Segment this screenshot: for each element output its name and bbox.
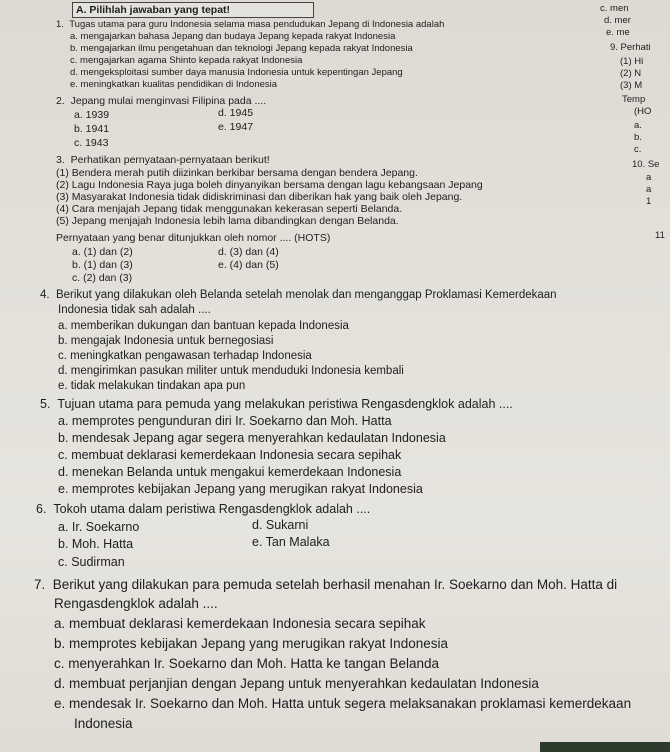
right-col-line-11: b. — [634, 132, 642, 143]
q3-prompt: Pernyataan yang benar ditunjukkan oleh nomor .... (HOTS) — [56, 232, 331, 244]
q3-option-c[interactable]: c. (2) dan (3) — [72, 272, 133, 284]
right-col-line-8: Temp — [622, 94, 646, 105]
q3-statement-2: (2) Lagu Indonesia Raya juga boleh dinyanyikan bersama dengan lagu kebangsaan Jepang — [56, 179, 483, 191]
q5-option-e[interactable]: e. memprotes kebijakan Jepang yang merugikan rakyat Indonesia — [58, 482, 423, 496]
q1-option-e[interactable]: e. meningkatkan kualitas pendidikan di Indonesia — [70, 79, 278, 90]
q6-option-a[interactable]: a. Ir. Soekarno — [58, 520, 140, 534]
question-3-stem: 3. Perhatikan pernyataan-pernyataan berikut! — [56, 154, 270, 166]
q7-option-c[interactable]: c. menyerahkan Ir. Soekarno dan Moh. Hatta ke tangan Belanda — [54, 656, 439, 671]
q2-option-e[interactable]: e. 1947 — [218, 121, 254, 133]
q3-option-a[interactable]: a. (1) dan (2) — [72, 246, 133, 258]
right-col-line-12: c. — [634, 144, 642, 155]
right-col-line-9: (HO — [634, 106, 652, 117]
q1-option-b[interactable]: b. mengajarkan ilmu pengetahuan dan teknologi Jepang kepada rakyat Indonesia — [70, 43, 413, 54]
q3-option-b[interactable]: b. (1) dan (3) — [72, 259, 133, 271]
q5-option-d[interactable]: d. menekan Belanda untuk mengakui kemerdekaan Indonesia — [58, 465, 402, 479]
right-col-line-10: a. — [634, 120, 642, 131]
q6-option-c[interactable]: c. Sudirman — [58, 555, 125, 569]
q2-option-b[interactable]: b. 1941 — [74, 123, 110, 135]
right-col-line-2: d. mer — [604, 15, 631, 26]
q7-option-d[interactable]: d. membuat perjanjian dengan Jepang untuk menyerahkan kedaulatan Indonesia — [54, 676, 539, 691]
q1-option-d[interactable]: d. mengeksploitasi sumber daya manusia Indonesia untuk kepentingan Jepang — [70, 67, 403, 78]
q4-option-b[interactable]: b. mengajak Indonesia untuk bernegosiasi — [58, 335, 274, 347]
right-col-line-5: (1) Hi — [620, 56, 644, 67]
q2-option-d[interactable]: d. 1945 — [218, 107, 254, 119]
q1-option-c[interactable]: c. mengajarkan agama Shinto kepada rakyat Indonesia — [70, 55, 303, 66]
q7-option-b[interactable]: b. memprotes kebijakan Jepang yang merugikan rakyat Indonesia — [54, 636, 448, 651]
q2-option-c[interactable]: c. 1943 — [74, 137, 109, 149]
q5-option-a[interactable]: a. memprotes pengunduran diri Ir. Soekarno dan Moh. Hatta — [58, 414, 392, 428]
q7-option-e-continued: Indonesia — [74, 716, 133, 731]
q3-option-e[interactable]: e. (4) dan (5) — [218, 259, 279, 271]
q7-option-a[interactable]: a. membuat deklarasi kemerdekaan Indonesia secara sepihak — [54, 616, 426, 631]
question-7-stem-line-2: Rengasdengklok adalah .... — [54, 596, 218, 611]
q3-statement-3: (3) Masyarakat Indonesia tidak didiskriminasi dan diberikan hak yang baik oleh Jepang. — [56, 191, 463, 203]
q5-option-b[interactable]: b. mendesak Jepang agar segera menyerahkan kedaulatan Indonesia — [58, 431, 446, 445]
q3-statement-4: (4) Cara menjajah Jepang tidak menggunakan kekerasan seperti Belanda. — [56, 203, 403, 215]
q4-option-c[interactable]: c. meningkatkan pengawasan terhadap Indonesia — [58, 350, 312, 362]
section-title: A. Pilihlah jawaban yang tepat! — [76, 4, 231, 16]
q4-option-d[interactable]: d. mengirimkan pasukan militer untuk menduduki Indonesia kembali — [58, 365, 404, 377]
q4-option-a[interactable]: a. memberikan dukungan dan bantuan kepada Indonesia — [58, 320, 349, 332]
q3-option-d[interactable]: d. (3) dan (4) — [218, 246, 279, 258]
bottom-edge-strip — [540, 742, 670, 752]
q3-statement-1: (1) Bendera merah putih diizinkan berkibar bersama dengan bendera Jepang. — [56, 167, 418, 179]
q6-option-e[interactable]: e. Tan Malaka — [252, 535, 330, 549]
right-col-line-14: a — [646, 172, 652, 183]
question-4-stem-line-1: 4. Berikut yang dilakukan oleh Belanda setelah menolak dan menganggap Proklamasi Kemerdekaan — [40, 289, 557, 301]
right-col-line-15: a — [646, 184, 652, 195]
right-col-line-1: c. men — [600, 3, 629, 14]
question-6-stem: 6. Tokoh utama dalam peristiwa Rengasdengklok adalah .... — [36, 502, 371, 516]
right-col-line-3: e. me — [606, 27, 630, 38]
q4-option-e[interactable]: e. tidak melakukan tindakan apa pun — [58, 380, 246, 392]
q7-option-e[interactable]: e. mendesak Ir. Soekarno dan Moh. Hatta untuk segera melaksanakan proklamasi kemerdekaan — [54, 696, 632, 711]
question-7-stem-line-1: 7. Berikut yang dilakukan para pemuda setelah berhasil menahan Ir. Soekarno dan Moh. Hatta di — [34, 577, 618, 592]
right-col-line-7: (3) M — [620, 80, 643, 91]
right-col-line-16: 1 — [646, 196, 652, 207]
question-1-stem: 1. Tugas utama para guru Indonesia selama masa pendudukan Jepang di Indonesia adalah — [56, 19, 445, 30]
q3-statement-5: (5) Jepang menjajah Indonesia lebih lama dibandingkan dengan Belanda. — [56, 215, 399, 227]
right-col-line-6: (2) N — [620, 68, 642, 79]
question-5-stem: 5. Tujuan utama para pemuda yang melakukan peristiwa Rengasdengklok adalah .... — [40, 397, 513, 411]
q6-option-d[interactable]: d. Sukarni — [252, 518, 309, 532]
question-4-stem-line-2: Indonesia tidak sah adalah .... — [58, 304, 211, 316]
q6-option-b[interactable]: b. Moh. Hatta — [58, 537, 134, 551]
q5-option-c[interactable]: c. membuat deklarasi kemerdekaan Indonesia secara sepihak — [58, 448, 402, 462]
q2-option-a[interactable]: a. 1939 — [74, 109, 110, 121]
right-col-line-4: 9. Perhati — [610, 42, 651, 53]
right-col-line-17: 11 — [655, 230, 665, 241]
right-col-line-13: 10. Se — [632, 159, 660, 170]
question-2-stem: 2. Jepang mulai menginvasi Filipina pada .... — [56, 95, 267, 107]
q1-option-a[interactable]: a. mengajarkan bahasa Jepang dan budaya Jepang kepada rakyat Indonesia — [70, 31, 396, 42]
